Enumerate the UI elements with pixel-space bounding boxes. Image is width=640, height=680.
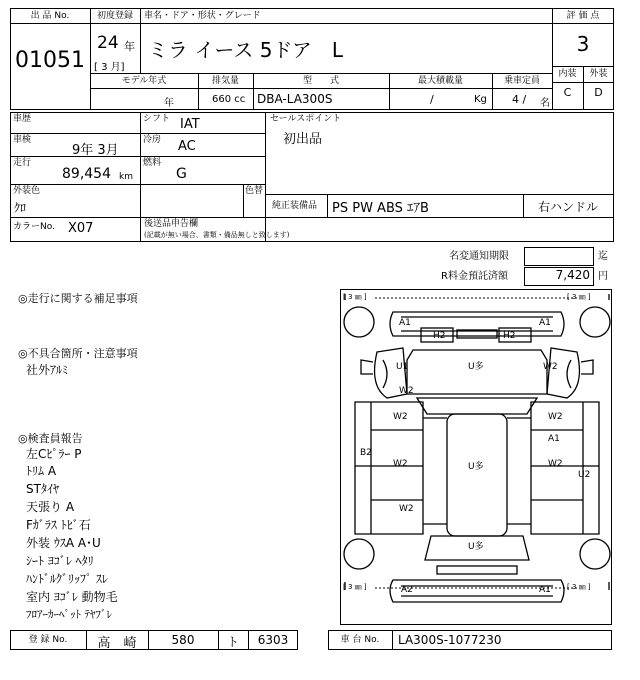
mark-u-front: U多 <box>468 362 484 372</box>
year-unit: 年 <box>124 40 135 53</box>
inspector-line: STﾀｲﾔ <box>26 482 59 496</box>
mileage-label: 走行 <box>13 158 32 168</box>
defects-header: ◎不具合箇所・注意事項 <box>18 347 138 360</box>
max-load-sep: / <box>430 93 434 106</box>
exterior-label: 外装 <box>589 69 608 79</box>
mark-a1-rear: A1 <box>539 585 551 595</box>
ext-color-label: 外装色 <box>13 186 41 196</box>
inspection-value: 9年 3月 <box>72 143 119 158</box>
max-load-unit: Kg <box>474 94 487 105</box>
fuel-label: 燃料 <box>143 158 162 168</box>
registration-label: 登 録 No. <box>28 635 68 645</box>
inspector-line: 外装 ｳｽA A･U <box>26 536 101 550</box>
name-change-unit: 迄 <box>598 251 608 262</box>
mark-w2-side-left-1: W2 <box>393 412 408 422</box>
car-name-label: 車名・ドア・形状・グレード <box>144 11 261 21</box>
name-change-label: 名変通知期限 <box>449 251 509 262</box>
model-year-unit: 年 <box>164 98 174 109</box>
driving-notes-header: ◎走行に関する補足事項 <box>18 292 138 305</box>
shift-value: IAT <box>180 117 200 132</box>
inspector-line: 左Cﾋﾟﾗｰ P <box>26 447 82 461</box>
registration-kana: ト <box>226 635 239 649</box>
ac-label: 冷房 <box>143 135 162 145</box>
chassis-number: LA300S-1077230 <box>398 633 502 647</box>
registration-number: 6303 <box>257 633 289 647</box>
tire-depth-front-right: [ 3 ㎜ ] <box>567 293 591 301</box>
mark-w2-side-left-3: W2 <box>399 504 414 514</box>
registration-area: 高 崎 <box>97 636 137 651</box>
tire-depth-rear-left: [ 3 ㎜ ] <box>343 583 367 591</box>
inspector-line: ﾄﾘﾑ A <box>26 464 57 478</box>
mark-b2: B2 <box>360 448 372 458</box>
color-no-label: カラーNo. <box>13 222 55 232</box>
equipment-value: PS PW ABS ｴｱB <box>332 201 429 216</box>
type-value: DBA-LA300S <box>257 92 333 106</box>
recycle-amount: 7,420 <box>555 268 590 282</box>
equipment-label: 純正装備品 <box>272 201 318 211</box>
color-change-label: 色替 <box>245 186 264 196</box>
score-value: 3 <box>576 32 590 56</box>
mark-a1-front-left: A1 <box>399 318 411 328</box>
tire-depth-rear-right: [ 3 ㎜ ] <box>567 583 591 591</box>
displacement-label: 排気量 <box>211 76 239 86</box>
history-label: 車歴 <box>13 114 32 124</box>
mark-w2-side-right-1: W2 <box>548 412 563 422</box>
mark-w2-fender-right: W2 <box>543 362 558 372</box>
car-diagram <box>340 289 612 625</box>
docs-label: 後送品申告欄 <box>144 219 199 229</box>
inspector-header: ◎検査員報告 <box>18 432 83 445</box>
inspector-line: ﾊﾝﾄﾞﾙｸﾞﾘｯﾌﾟ ｽﾚ <box>26 572 108 586</box>
inspector-line: 天張り A <box>26 500 75 514</box>
mark-h2-right: H2 <box>503 331 516 341</box>
recycle-unit: 円 <box>598 271 608 282</box>
mark-a1-front-right: A1 <box>539 318 551 328</box>
steering-value: 右ハンドル <box>538 200 599 214</box>
car-diagram-svg <box>341 290 612 625</box>
sales-point-value: 初出品 <box>283 132 323 147</box>
capacity-value: 4 / <box>512 93 527 106</box>
inspector-line: 室内 ﾖｺﾞﾚ 動物毛 <box>26 590 118 604</box>
lot-number: 01051 <box>15 48 85 73</box>
chassis-label: 車 台 No. <box>340 635 380 645</box>
fuel-value: G <box>176 166 187 182</box>
mark-u1: U1 <box>396 362 409 372</box>
exterior-grade: D <box>594 86 603 99</box>
capacity-unit: 名 <box>540 98 550 109</box>
interior-grade: C <box>563 86 572 99</box>
inspector-line: Fｶﾞﾗｽ ﾄﾋﾞ石 <box>26 518 91 532</box>
tire-depth-front-left: [ 3 ㎜ ] <box>343 293 367 301</box>
type-label: 型 式 <box>302 76 339 86</box>
displacement-value: 660 cc <box>212 94 246 105</box>
registration-class: 580 <box>171 633 195 647</box>
shift-label: シフト <box>143 114 171 124</box>
model-year-label: モデル年式 <box>121 76 167 86</box>
sales-point-label: セールスポイント <box>270 114 342 124</box>
lot-label: 出 品 No. <box>30 11 70 21</box>
color-no-value: X07 <box>68 221 94 236</box>
defect-line: 社外ｱﾙﾐ <box>26 363 69 377</box>
mark-h2-left: H2 <box>433 331 446 341</box>
max-load-label: 最大積載量 <box>417 76 463 86</box>
ext-color-value: ｸﾛ <box>14 201 27 215</box>
ac-value: AC <box>178 139 196 154</box>
mileage-unit: km <box>119 172 133 182</box>
mark-w2-side-right-2: W2 <box>548 459 563 469</box>
inspector-line: ｼｰﾄ ﾖｺﾞﾚ ﾍﾀﾘ <box>26 554 94 568</box>
first-reg-label: 初度登録 <box>96 11 133 21</box>
interior-label: 内装 <box>558 69 577 79</box>
inspection-label: 車検 <box>13 135 32 145</box>
mark-a2: A2 <box>401 585 413 595</box>
docs-note: (記載が無い場合、書類・備品無しと致します) <box>144 231 290 239</box>
mileage-value: 89,454 <box>62 166 111 182</box>
mark-w2-side-left-2: W2 <box>393 459 408 469</box>
recycle-label: R料金預託済額 <box>441 271 508 282</box>
mark-u-roof: U多 <box>468 462 484 472</box>
mark-u2: U2 <box>578 470 591 480</box>
first-reg-month: [ 3 月] <box>94 62 125 73</box>
mark-a1-side-right: A1 <box>548 434 560 444</box>
mark-u-rear: U多 <box>468 542 484 552</box>
inspector-line: ﾌﾛｱｰｶｰﾍﾟｯﾄ ﾃﾔﾌﾞﾚ <box>26 608 112 621</box>
score-label: 評 価 点 <box>566 11 600 21</box>
mark-w2-fender-left: W2 <box>399 386 414 396</box>
capacity-label: 乗車定員 <box>503 76 540 86</box>
car-name: ミラ イース 5ドア L <box>148 38 343 62</box>
first-reg-year: 24 <box>97 33 119 53</box>
